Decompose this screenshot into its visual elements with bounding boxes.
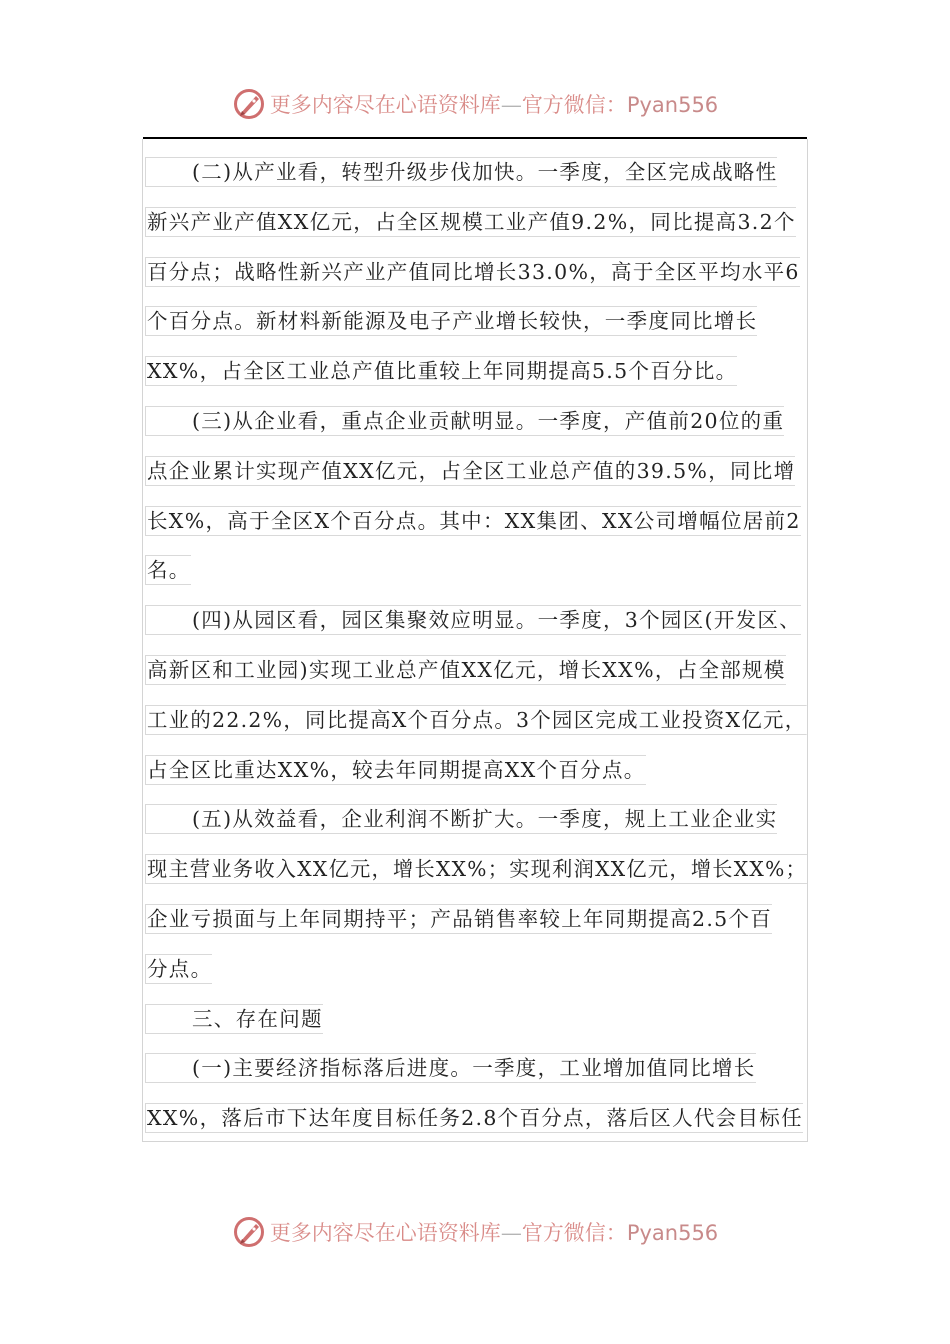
banner-wechat-id: Pyan556 — [626, 93, 719, 117]
banner-site-text: 更多内容尽在心语资料库 — [269, 93, 501, 117]
banner-text — [270, 89, 718, 119]
banner-separator: — — [500, 1221, 522, 1245]
text-line: 点企业累计实现产值XX亿元，占全区工业总产值的39.5%，同比增 — [145, 456, 795, 486]
footer-banner — [0, 1212, 950, 1252]
text-line: (三)从企业看，重点企业贡献明显。一季度，产值前20位的重 — [145, 406, 784, 436]
banner-wechat-id: Pyan556 — [626, 1221, 719, 1245]
text-line: XX%，落后市下达年度目标任务2.8个百分点，落后区人代会目标任 — [145, 1103, 803, 1133]
text-line: 占全区比重达XX%，较去年同期提高XX个百分点。 — [145, 755, 646, 785]
text-line: 现主营业务收入XX亿元，增长XX%；实现利润XX亿元，增长XX%； — [145, 854, 807, 884]
quill-pen-logo-icon — [232, 87, 266, 121]
text-line: 长X%，高于全区X个百分点。其中：XX集团、XX公司增幅位居前2 — [145, 506, 801, 536]
banner-text — [270, 1217, 718, 1247]
text-line: 三、存在问题 — [145, 1004, 323, 1034]
text-line: 工业的22.2%，同比提高X个百分点。3个园区完成工业投资X亿元， — [145, 705, 806, 735]
banner-site-text: 更多内容尽在心语资料库 — [269, 1221, 501, 1245]
banner-separator: — — [500, 93, 522, 117]
text-line: 企业亏损面与上年同期持平；产品销售率较上年同期提高2.5个百 — [145, 904, 772, 934]
text-line: 百分点；战略性新兴产业产值同比增长33.0%，高于全区平均水平6 — [145, 257, 800, 287]
text-line: (四)从园区看，园区集聚效应明显。一季度，3个园区(开发区、 — [145, 605, 801, 635]
text-line: XX%，占全区工业总产值比重较上年同期提高5.5个百分比。 — [145, 356, 737, 386]
text-line: (五)从效益看，企业利润不断扩大。一季度，规上工业企业实 — [145, 804, 777, 834]
quill-pen-logo-icon — [232, 1215, 266, 1249]
text-line: 个百分点。新材料新能源及电子产业增长较快，一季度同比增长 — [145, 306, 757, 336]
banner-wechat-label: 官方微信： — [521, 1221, 627, 1245]
text-line: (一)主要经济指标落后进度。一季度，工业增加值同比增长 — [145, 1053, 756, 1083]
text-line: 名。 — [145, 555, 191, 585]
page-frame — [142, 139, 808, 1142]
text-line: 分点。 — [145, 954, 212, 984]
text-line: 高新区和工业园)实现工业总产值XX亿元，增长XX%，占全部规模 — [145, 655, 786, 685]
banner-wechat-label: 官方微信： — [521, 93, 627, 117]
text-line: 新兴产业产值XX亿元，占全区规模工业产值9.2%，同比提高3.2个 — [145, 207, 796, 237]
text-line: (二)从产业看，转型升级步伐加快。一季度，全区完成战略性 — [145, 157, 777, 187]
header-banner — [0, 84, 950, 124]
